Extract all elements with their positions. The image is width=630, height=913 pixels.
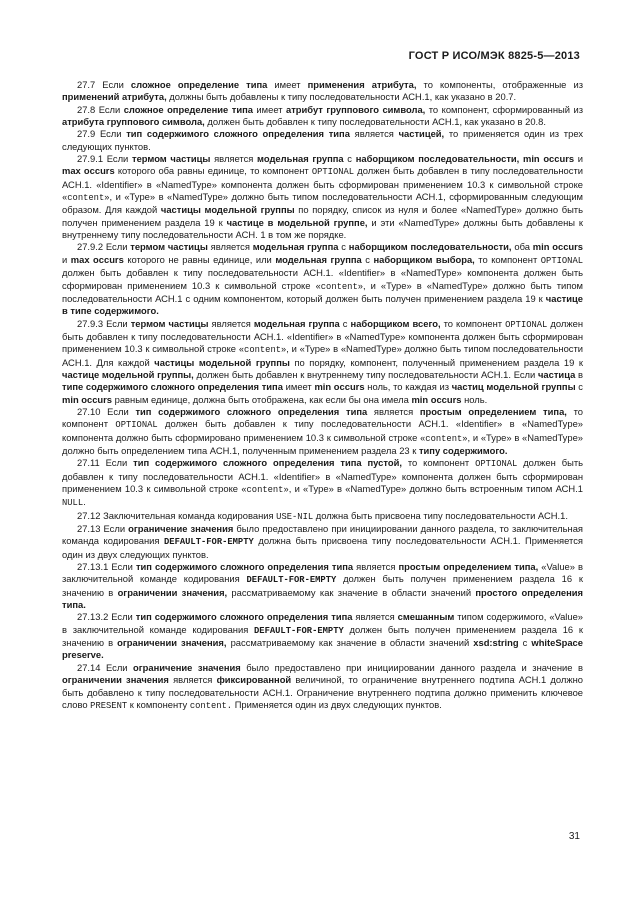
text-run: «Value» в заключительной команде кодирования xyxy=(62,561,584,585)
paragraph xyxy=(62,510,583,523)
text-run: должна быть присвоена типу последовательности АСН.1. Применяется один из двух следующих пунктов. xyxy=(62,535,583,560)
text-run: должен быть получен применением раздела 16 к значению в xyxy=(62,623,583,649)
text-run: рассматриваемому как значение в области значений xyxy=(227,586,476,598)
text-run: является xyxy=(352,611,398,623)
text-run: является xyxy=(208,317,254,329)
code-keyword: DEFAULT-FOR-EMPTY xyxy=(164,537,254,548)
bold-term: термом частицы xyxy=(131,153,211,165)
bold-term: наборщиком всего, xyxy=(350,317,441,329)
paragraph xyxy=(62,153,583,241)
paragraph xyxy=(62,79,583,104)
text-run: 27.11 Если xyxy=(77,457,134,469)
paragraph xyxy=(62,104,583,129)
bold-term: whiteSpace preserve. xyxy=(62,637,583,661)
bold-term: тип содержимого сложного определения типа xyxy=(135,561,354,573)
text-run: является xyxy=(353,561,399,573)
text-run: , и «Type» в «NamedType» должно быть типом последовательности АСН.1, сформированным следующим образом. Для каждой xyxy=(62,191,583,216)
bold-term: термом частицы xyxy=(130,317,209,329)
text-run: с xyxy=(518,637,532,649)
code-keyword: OPTIONAL xyxy=(311,167,355,178)
code-keyword: «content» xyxy=(420,433,468,444)
text-run: 27.8 Если xyxy=(77,103,124,115)
text-run: было предоставлено при инициировании данного раздела, то заключительная команда кодирования xyxy=(62,523,584,547)
text-run: имеет xyxy=(282,381,315,393)
bold-term: наборщиком последовательности, xyxy=(355,153,520,165)
bold-term: атрибута группового символа, xyxy=(62,116,205,128)
text-run: должен быть добавлен к типу последовательности АСН.1, как указано в 20.8. xyxy=(204,116,546,128)
page-number: 31 xyxy=(568,831,580,842)
text-run: рассматриваемому как значение в области значений xyxy=(226,637,474,649)
bold-term: модельная группа xyxy=(253,317,340,329)
text-run: 27.13.1 Если xyxy=(77,561,136,573)
code-keyword: «content» xyxy=(241,485,289,495)
text-run: с xyxy=(361,253,374,265)
text-run: ноль, то каждая из xyxy=(364,381,452,393)
code-keyword: «content» xyxy=(238,345,287,356)
text-run: и эти «NamedType» должны быть добавлены к внутреннему типу последовательности АСН. 1 в том же порядке. xyxy=(62,216,583,241)
bold-term: типе содержимого сложного определения типа xyxy=(62,381,283,393)
text-run: является xyxy=(207,241,253,253)
bold-term: min occurs xyxy=(522,153,575,165)
paragraph xyxy=(62,457,583,509)
text-run: , и «Type» в «NamedType» должно быть типом последовательности АСН.1. Для каждой xyxy=(62,343,584,368)
text-run: то компонент xyxy=(401,457,476,469)
text-run: то компонент xyxy=(62,405,584,430)
text-run: 27.14 Если xyxy=(77,661,134,673)
code-keyword: «content» xyxy=(315,281,364,292)
bold-term: простого определения типа. xyxy=(62,586,583,611)
text-run: 27.9 Если xyxy=(77,128,127,140)
bold-term: смешанным xyxy=(397,611,455,623)
text-run: было предоставлено при инициировании данного раздела и значение в xyxy=(240,661,583,673)
text-run: с xyxy=(339,317,351,329)
text-run: то компонент, сформированный из xyxy=(425,103,584,115)
text-run: . xyxy=(83,496,86,508)
bold-term: частица xyxy=(537,368,576,380)
text-run: то применяется один из трех следующих пунктов. xyxy=(62,128,584,152)
code-keyword: OPTIONAL xyxy=(540,255,583,266)
text-run: типом содержимого, «Value» в заключительной команде кодирования xyxy=(62,611,584,635)
text-run: является xyxy=(168,674,217,686)
text-run: должен быть добавлен к типу последовательности АСН.1. «Identifier» в «NamedType» компонента должно быть сформировано применением 10.3 к символьной строке xyxy=(62,418,583,443)
bold-term: применения атрибута, xyxy=(307,79,417,90)
paragraph xyxy=(62,561,583,611)
paragraph xyxy=(62,406,583,457)
text-run: имеет xyxy=(252,103,286,115)
text-run: которого оба равны единице, то компонент xyxy=(114,165,312,177)
text-run: , и «Type» в «NamedType» должно быть встроенным типом АСН.1 xyxy=(288,483,583,494)
bold-term: применений атрибута, xyxy=(62,91,167,103)
bold-term: модельная группа xyxy=(275,253,362,265)
paragraph xyxy=(62,662,583,712)
paragraph xyxy=(62,128,583,153)
text-run: равным единице, должна быть отображена, как если бы она имела xyxy=(112,393,412,405)
text-run: то компонент xyxy=(474,253,541,265)
document-body xyxy=(62,79,583,712)
paragraph xyxy=(62,241,583,317)
bold-term: фиксированной xyxy=(216,674,292,686)
bold-term: наборщиком выбора, xyxy=(373,253,475,265)
text-run: является xyxy=(349,128,399,140)
bold-term: простым определением типа, xyxy=(419,405,567,417)
bold-term: типу содержимого. xyxy=(418,444,508,456)
text-run: оба xyxy=(511,241,533,253)
text-run: 27.7 Если xyxy=(77,79,131,90)
text-run: ноль. xyxy=(461,393,488,405)
bold-term: наборщиком последовательности, xyxy=(348,241,512,253)
text-run: то компонент xyxy=(440,317,506,329)
bold-term: атрибут группового символа, xyxy=(286,103,426,115)
bold-term: min occurs xyxy=(411,393,462,405)
text-run: , и «Type» в «NamedType» должно быть определением типа АСН.1, полученным применением раздела 23 к xyxy=(62,431,583,456)
bold-term: min occurs xyxy=(314,381,365,393)
bold-term: max occurs xyxy=(70,253,124,265)
bold-term: сложное определение типа xyxy=(123,103,253,115)
bold-term: частицы модельной группы xyxy=(154,356,290,368)
code-keyword: «content» xyxy=(62,193,110,204)
text-run: является xyxy=(210,153,258,165)
code-keyword: PRESENT xyxy=(90,700,128,711)
text-run: Применяется один из двух следующих пунктов. xyxy=(232,698,442,710)
paragraph xyxy=(62,318,583,406)
bold-term: частице в модельной группе, xyxy=(226,216,368,228)
text-run: к компоненту xyxy=(127,698,190,710)
paragraph xyxy=(62,611,583,661)
text-run: и xyxy=(62,253,71,265)
bold-term: частице модельной группы, xyxy=(62,368,194,380)
bold-term: min occurs xyxy=(532,241,584,253)
text-run: с xyxy=(343,153,356,165)
bold-term: термом частицы xyxy=(130,241,208,253)
bold-term: тип содержимого сложного определения типа пустой, xyxy=(133,457,402,469)
text-run: величиной, то ограничение внутреннего подтипа АСН.1 должно быть добавлено к типу последовательности АСН.1. Ограничение внутреннего подтипа должно применить ключевое слово xyxy=(62,674,584,710)
code-keyword: DEFAULT-FOR-EMPTY xyxy=(254,625,344,636)
bold-term: тип содержимого сложного определения типа xyxy=(126,128,350,140)
text-run: должна быть присвоена типу последовательности АСН.1. xyxy=(313,509,568,521)
code-keyword: DEFAULT-FOR-EMPTY xyxy=(246,575,337,586)
text-run: 27.13 Если xyxy=(77,523,129,535)
text-run: которого не равны единице, или xyxy=(123,253,276,265)
bold-term: частиц модельной группы xyxy=(451,381,576,393)
bold-term: простым определением типа, xyxy=(398,561,539,573)
text-run: должен быть добавлен к типу последовательности АСН.1. «Identifier» в «NamedType» компонента должен быть сформирован применением 10.3 к символьной строке xyxy=(62,457,584,494)
text-run: 27.9.1 Если xyxy=(77,153,132,165)
bold-term: частице в типе содержимого. xyxy=(62,292,583,317)
text-run: должен быть добавлен в типу последовательности АСН.1. «Identifier» в «NamedType» компонента должен быть сформирован применением 10.3 к символьной строке xyxy=(62,165,583,190)
text-run: в xyxy=(575,368,583,380)
text-run: , и «Type» в «NamedType» должно быть типом последовательности АСН.1 с одним компонентом, который должен быть получен применением раздела 19 к xyxy=(62,279,583,304)
text-run: является xyxy=(367,405,420,417)
text-run: по порядку, компонент, полученный применением раздела 19 к xyxy=(289,356,583,368)
text-run: 27.10 Если xyxy=(77,405,136,417)
text-run: должны быть добавлены к типу последовательности АСН.1, как указано в 20.7. xyxy=(166,91,517,103)
text-run: 27.12 Заключительная команда кодирования xyxy=(77,509,277,521)
code-keyword: OPTIONAL xyxy=(115,420,158,431)
bold-term: тип содержимого сложного определения типа xyxy=(135,611,353,623)
text-run: 27.9.2 Если xyxy=(77,241,131,253)
bold-term: тип содержимого сложного определения типа xyxy=(135,405,368,417)
bold-term: модельная группа xyxy=(257,153,344,165)
bold-term: ограничение значения xyxy=(133,661,241,673)
bold-term: ограничении значения, xyxy=(117,586,228,598)
code-keyword: OPTIONAL xyxy=(475,459,518,470)
code-keyword: NULL xyxy=(62,498,84,509)
code-keyword: USE-NIL xyxy=(276,511,314,522)
text-run: 27.13.2 Если xyxy=(77,611,136,623)
bold-term: сложное определение типа xyxy=(130,79,268,90)
text-run: то компоненты, отображенные из xyxy=(416,79,583,90)
text-run: с xyxy=(575,381,583,393)
text-run: имеет xyxy=(267,79,308,90)
text-run: должен быть добавлен к типу последовательности АСН.1. «Identifier» в «NamedType» компонента должен быть сформирован применением 10.3 к символьной строке xyxy=(62,267,583,291)
document-header: ГОСТ Р ИСО/МЭК 8825-5—2013 xyxy=(408,50,580,62)
bold-term: ограничении значения, xyxy=(117,637,227,649)
bold-term: частицы модельной группы xyxy=(160,204,295,216)
text-run: 27.9.3 Если xyxy=(77,317,131,329)
bold-term: частицей, xyxy=(398,128,445,140)
code-keyword: content. xyxy=(189,700,233,711)
text-run: должен быть добавлен к типу последовательности АСН.1. «Identifier» в «NamedType» компонента должен быть сформирован применением 10.3 к символьной строке xyxy=(62,317,583,355)
text-run: по порядку, список из нуля и более «NamedType» должно быть получен применением раздела 19 к xyxy=(62,204,583,228)
paragraph xyxy=(62,523,583,561)
bold-term: ограничение значения xyxy=(128,523,234,535)
code-keyword: OPTIONAL xyxy=(505,319,548,330)
bold-term: max occurs xyxy=(62,165,115,177)
bold-term: модельная группа xyxy=(252,241,339,253)
text-run: должен быть получен применением раздела 16 к значению в xyxy=(62,573,583,598)
bold-term: min occurs xyxy=(62,393,113,405)
text-run: и xyxy=(574,153,583,165)
bold-term: xsd:string xyxy=(473,637,519,649)
text-run: с xyxy=(338,241,349,253)
bold-term: ограничении значения xyxy=(62,674,169,686)
text-run: должен быть добавлен к внутреннему типу последовательности АСН.1. Если xyxy=(193,368,538,380)
